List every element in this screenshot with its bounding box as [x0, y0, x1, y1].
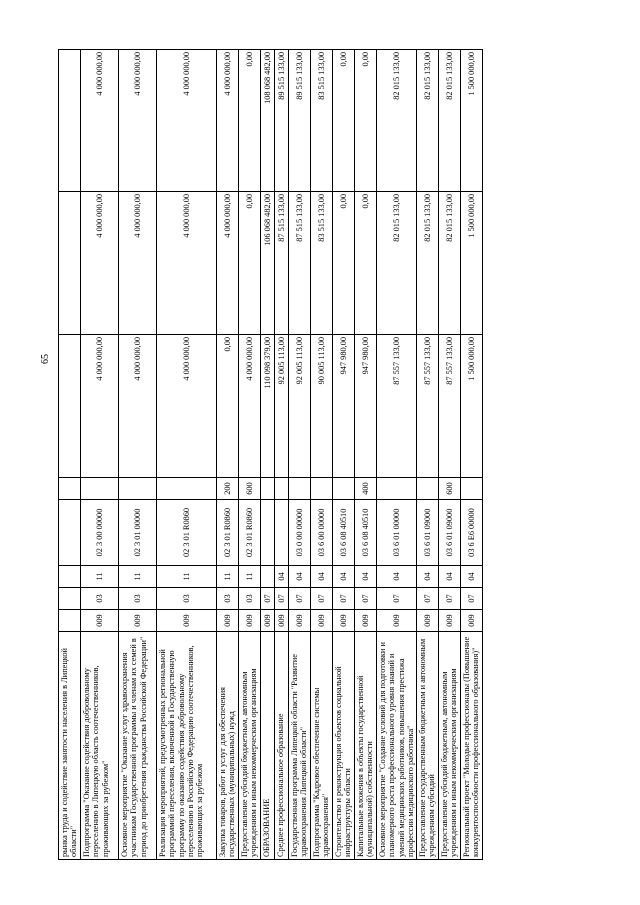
code-administrator: 009 [461, 610, 483, 632]
code-target-article: 02 3 01 00000 [119, 500, 157, 566]
code-section [59, 588, 81, 610]
amount-year-3: 83 515 133,00 [311, 50, 333, 192]
table-row [157, 50, 217, 860]
code-expense-type: 400 [355, 478, 377, 500]
code-subsection: 11 [217, 566, 239, 588]
amount-year-3: 82 015 133,00 [377, 50, 417, 192]
code-subsection: 11 [157, 566, 217, 588]
code-subsection: 11 [119, 566, 157, 588]
code-subsection: 11 [81, 566, 119, 588]
amount-year-3: 89 515 133,00 [289, 50, 311, 192]
amount-year-1: 90 005 113,00 [311, 335, 333, 478]
row-name: ОБРАЗОВАНИЕ [261, 632, 275, 860]
code-administrator: 009 [261, 610, 275, 632]
amount-year-1: 4 000 000,00 [119, 335, 157, 478]
amount-year-3: 0,00 [239, 50, 261, 192]
code-expense-type [59, 478, 81, 500]
code-expense-type [377, 478, 417, 500]
code-target-article: 03 0 00 00000 [289, 500, 311, 566]
row-name: Государственная программа Липецкой области "Развитие здравоохранения Липецкой области" [289, 632, 311, 860]
amount-year-3: 82 015 133,00 [439, 50, 461, 192]
code-expense-type [311, 478, 333, 500]
code-section: 07 [311, 588, 333, 610]
table-body [59, 50, 483, 860]
row-name: Подпрограмма "Оказание содействия добровольному переселению в Липецкую область соотечественников, проживающих за рубежом" [81, 632, 119, 860]
code-target-article: 03 6 00 00000 [311, 500, 333, 566]
table-row [261, 50, 275, 860]
code-target-article: 02 3 01 R0860 [217, 500, 239, 566]
table-row [377, 50, 417, 860]
code-target-article [275, 500, 289, 566]
amount-year-1: 110 098 379,00 [261, 335, 275, 478]
code-administrator [59, 610, 81, 632]
amount-year-2: 83 515 133,00 [311, 192, 333, 335]
code-subsection: 11 [239, 566, 261, 588]
code-expense-type [157, 478, 217, 500]
amount-year-3: 108 068 482,00 [261, 50, 275, 192]
code-subsection: 04 [289, 566, 311, 588]
code-section: 03 [119, 588, 157, 610]
table-row [119, 50, 157, 860]
amount-year-2: 0,00 [239, 192, 261, 335]
amount-year-1: 4 000 000,00 [239, 335, 261, 478]
amount-year-1: 87 557 133,00 [417, 335, 439, 478]
code-administrator: 009 [439, 610, 461, 632]
table-row [311, 50, 333, 860]
amount-year-1: 92 005 113,00 [275, 335, 289, 478]
code-expense-type [333, 478, 355, 500]
code-subsection: 04 [333, 566, 355, 588]
row-name: Основное мероприятие "Оказание услуг здравоохранения участникам Государственной программы и членам их семей в период до приобретения гражданства Российской Федерации" [119, 632, 157, 860]
code-section: 07 [333, 588, 355, 610]
code-target-article: 02 3 01 R0860 [157, 500, 217, 566]
code-subsection: 04 [439, 566, 461, 588]
code-target-article: 03 6 08 40510 [333, 500, 355, 566]
code-expense-type [275, 478, 289, 500]
amount-year-2: 4 000 000,00 [157, 192, 217, 335]
amount-year-3: 0,00 [333, 50, 355, 192]
rotated-budget-table-container [58, 50, 483, 860]
code-section: 07 [461, 588, 483, 610]
code-section: 07 [289, 588, 311, 610]
code-subsection: 04 [275, 566, 289, 588]
amount-year-3 [59, 50, 81, 192]
amount-year-1: 92 005 113,00 [289, 335, 311, 478]
table-row [81, 50, 119, 860]
code-administrator: 009 [355, 610, 377, 632]
code-expense-type: 200 [217, 478, 239, 500]
code-section: 03 [157, 588, 217, 610]
amount-year-1: 87 557 133,00 [377, 335, 417, 478]
table-row [275, 50, 289, 860]
amount-year-3: 4 000 000,00 [119, 50, 157, 192]
row-name: Среднее профессиональное образование [275, 632, 289, 860]
amount-year-3: 4 000 000,00 [217, 50, 239, 192]
table-row [333, 50, 355, 860]
code-expense-type [417, 478, 439, 500]
code-subsection [261, 566, 275, 588]
row-name: Предоставление субсидий бюджетным, автономным учреждениям и иным некоммерческим организациям [439, 632, 461, 860]
code-target-article: 02 3 00 00000 [81, 500, 119, 566]
code-target-article: 03 6 01 09000 [439, 500, 461, 566]
code-subsection: 04 [355, 566, 377, 588]
amount-year-1 [59, 335, 81, 478]
amount-year-1: 4 000 000,00 [157, 335, 217, 478]
code-expense-type: 600 [239, 478, 261, 500]
code-expense-type [289, 478, 311, 500]
code-target-article: 03 6 E6 00000 [461, 500, 483, 566]
code-section: 07 [377, 588, 417, 610]
table-row [239, 50, 261, 860]
code-subsection: 04 [461, 566, 483, 588]
code-administrator: 009 [417, 610, 439, 632]
code-section: 03 [239, 588, 261, 610]
amount-year-2: 4 000 000,00 [81, 192, 119, 335]
budget-table [58, 49, 483, 860]
code-subsection [59, 566, 81, 588]
code-administrator: 009 [239, 610, 261, 632]
code-expense-type [119, 478, 157, 500]
page-number: 65 [40, 354, 51, 364]
code-section: 03 [81, 588, 119, 610]
amount-year-3: 82 015 133,00 [417, 50, 439, 192]
code-target-article: 03 6 01 09000 [417, 500, 439, 566]
row-name: Капитальные вложения в объекты государственной (муниципальной) собственности [355, 632, 377, 860]
code-administrator: 009 [119, 610, 157, 632]
code-target-article [59, 500, 81, 566]
code-target-article: 03 6 01 00000 [377, 500, 417, 566]
code-expense-type [461, 478, 483, 500]
code-section: 07 [355, 588, 377, 610]
code-section: 07 [275, 588, 289, 610]
code-expense-type [81, 478, 119, 500]
amount-year-3: 4 000 000,00 [157, 50, 217, 192]
code-subsection: 04 [311, 566, 333, 588]
table-row [59, 50, 81, 860]
code-section: 07 [261, 588, 275, 610]
amount-year-2 [59, 192, 81, 335]
row-name: Предоставление государственным бюджетным и автономным учреждениям субсидий [417, 632, 439, 860]
table-row [439, 50, 461, 860]
code-administrator: 009 [289, 610, 311, 632]
code-subsection: 04 [377, 566, 417, 588]
row-name: Подпрограмма "Кадровое обеспечение системы здравоохранения" [311, 632, 333, 860]
row-name: Реализация мероприятий, предусмотренных региональной программой переселения, включенной в Государственную программу по оказанию содействия добровольному переселению в Российскую Федерацию соотечественников, проживающих за рубежом [157, 632, 217, 860]
code-target-article: 02 3 01 R0860 [239, 500, 261, 566]
code-expense-type [261, 478, 275, 500]
amount-year-1: 0,00 [217, 335, 239, 478]
code-target-article [261, 500, 275, 566]
row-name: Закупка товаров, работ и услуг для обеспечения государственных (муниципальных) нужд [217, 632, 239, 860]
amount-year-3: 4 000 000,00 [81, 50, 119, 192]
amount-year-2: 82 015 133,00 [439, 192, 461, 335]
code-administrator: 009 [157, 610, 217, 632]
table-row [417, 50, 439, 860]
amount-year-2: 82 015 133,00 [377, 192, 417, 335]
amount-year-1: 947 980,00 [355, 335, 377, 478]
amount-year-2: 87 515 133,00 [275, 192, 289, 335]
amount-year-2: 0,00 [355, 192, 377, 335]
row-name: рынка труда и содействие занятости населения в Липецкой области" [59, 632, 81, 860]
code-target-article: 03 6 08 40510 [355, 500, 377, 566]
amount-year-1: 87 557 133,00 [439, 335, 461, 478]
table-row [289, 50, 311, 860]
amount-year-2: 4 000 000,00 [119, 192, 157, 335]
code-section: 03 [217, 588, 239, 610]
table-row [461, 50, 483, 860]
table-row [217, 50, 239, 860]
row-name: Предоставление субсидий бюджетным, автономным учреждениям и иным некоммерческим организациям [239, 632, 261, 860]
amount-year-1: 1 500 000,00 [461, 335, 483, 478]
code-administrator: 009 [275, 610, 289, 632]
amount-year-3: 1 500 000,00 [461, 50, 483, 192]
code-administrator: 009 [377, 610, 417, 632]
amount-year-3: 89 515 133,00 [275, 50, 289, 192]
amount-year-2: 87 515 133,00 [289, 192, 311, 335]
code-administrator: 009 [311, 610, 333, 632]
code-section: 07 [417, 588, 439, 610]
amount-year-2: 1 500 000,00 [461, 192, 483, 335]
code-section: 07 [439, 588, 461, 610]
code-administrator: 009 [217, 610, 239, 632]
row-name: Основное мероприятие "Создание условий для подготовки и планомерного роста профессионального уровня знаний и умений медицинских работников, повышения престижа профессии медицинского работника" [377, 632, 417, 860]
amount-year-1: 947 980,00 [333, 335, 355, 478]
code-administrator: 009 [333, 610, 355, 632]
amount-year-1: 4 000 000,00 [81, 335, 119, 478]
code-subsection: 04 [417, 566, 439, 588]
code-expense-type: 600 [439, 478, 461, 500]
row-name: Региональный проект "Молодые профессионалы (Повышение конкурентоспособности профессионального образования)" [461, 632, 483, 860]
amount-year-2: 106 068 482,00 [261, 192, 275, 335]
amount-year-2: 82 015 133,00 [417, 192, 439, 335]
amount-year-2: 0,00 [333, 192, 355, 335]
code-administrator: 009 [81, 610, 119, 632]
row-name: Строительство и реконструкция объектов социальной инфраструктуры области [333, 632, 355, 860]
amount-year-2: 4 000 000,00 [217, 192, 239, 335]
table-row [355, 50, 377, 860]
amount-year-3: 0,00 [355, 50, 377, 192]
